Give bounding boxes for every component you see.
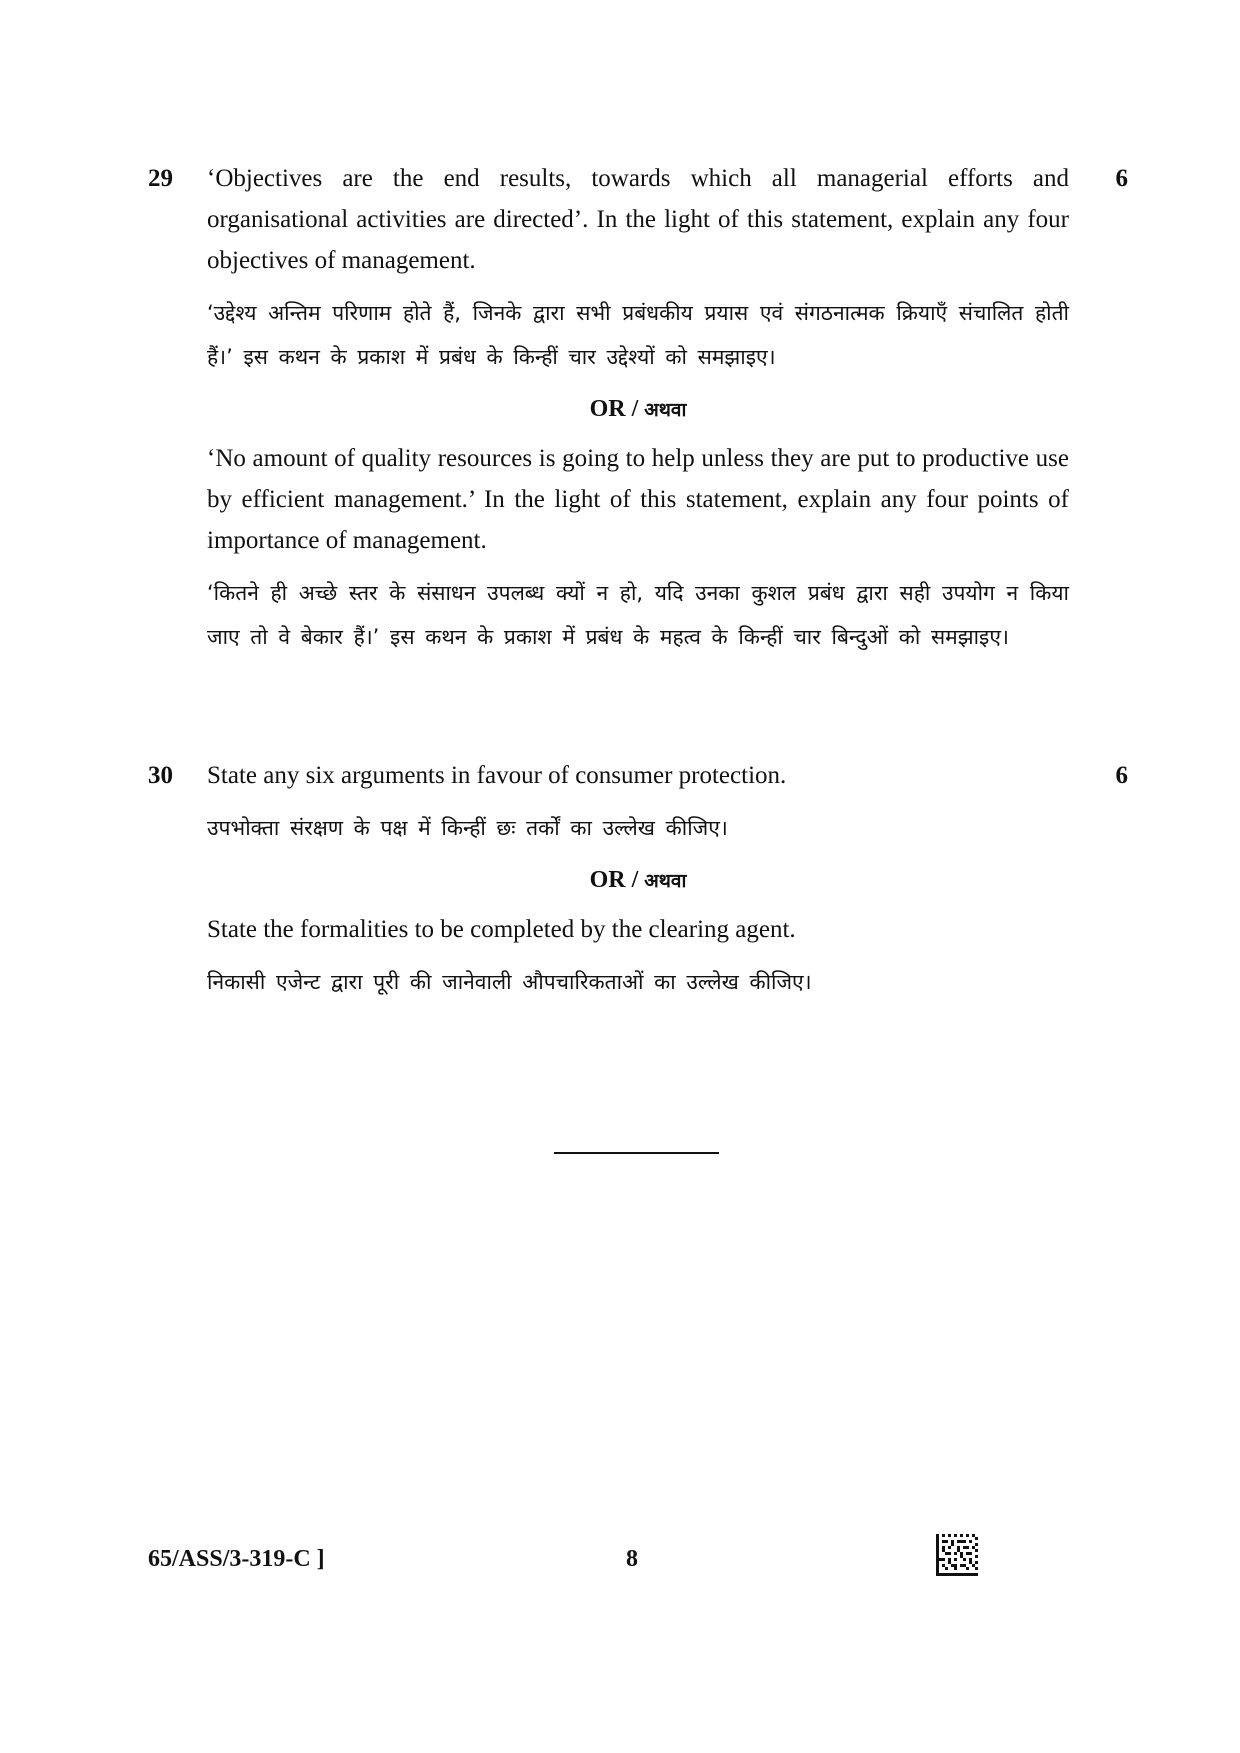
- paper-code: 65/ASS/3-319-C ]: [148, 1546, 325, 1572]
- question-body: [207, 755, 1069, 1004]
- question-text-hindi: ‘उद्देश्य अन्तिम परिणाम होते हैं, जिनके द्वारा सभी प्रबंधकीय प्रयास एवं संगठनात्मक क्रियाएँ संचालित होती हैं।’ इस कथन के प्रकाश में प्रबंध के किन्हीं चार उद्देश्यों को समझाइए।: [207, 301, 1069, 369]
- or-label-english: OR: [589, 867, 626, 893]
- alternative-text-english: ‘No amount of quality resources is going to help unless they are put to productive use by efficient management.’ In the light of this statement, explain any four points of importance of management.: [207, 445, 1069, 554]
- or-separator: /: [625, 867, 645, 893]
- question-marks: 6: [1115, 165, 1128, 192]
- or-separator: /: [625, 396, 645, 422]
- question-text-english: ‘Objectives are the end results, towards which all managerial efforts and organisational activities are directed’. In the light of this statement, explain any four objectives of management.: [207, 165, 1069, 274]
- question-text-english: State any six arguments in favour of consumer protection.: [207, 762, 787, 789]
- alternative-text-hindi: ‘कितने ही अच्छे स्तर के संसाधन उपलब्ध क्यों न हो, यदि उनका कुशल प्रबंध द्वारा सही उपयोग न किया जाए तो वे बेकार हैं।’ इस कथन के प्रकाश में प्रबंध के महत्व के किन्हीं चार बिन्दुओं को समझाइए।: [207, 581, 1069, 649]
- alternative-text-hindi: निकासी एजेन्ट द्वारा पूरी की जानेवाली औपचारिकताओं का उल्लेख कीजिए।: [207, 970, 812, 994]
- end-of-paper-rule: [554, 1152, 719, 1154]
- question-29: [148, 158, 1128, 659]
- or-divider: [207, 391, 1069, 428]
- or-label-english: OR: [589, 396, 626, 422]
- question-number: 29: [148, 165, 173, 192]
- question-marks: 6: [1115, 762, 1128, 789]
- question-number: 30: [148, 762, 173, 789]
- page-number: 8: [626, 1546, 638, 1572]
- question-text-hindi: उपभोक्ता संरक्षण के पक्ष में किन्हीं छः तर्कों का उल्लेख कीजिए।: [207, 816, 728, 840]
- question-body: [207, 158, 1069, 659]
- alternative-text-english: State the formalities to be completed by the clearing agent.: [207, 916, 796, 943]
- or-divider: [207, 862, 1069, 899]
- qr-code-icon: [936, 1534, 978, 1576]
- question-30: [148, 755, 1128, 1004]
- or-label-hindi: अथवा: [644, 399, 687, 421]
- or-label-hindi: अथवा: [644, 870, 687, 892]
